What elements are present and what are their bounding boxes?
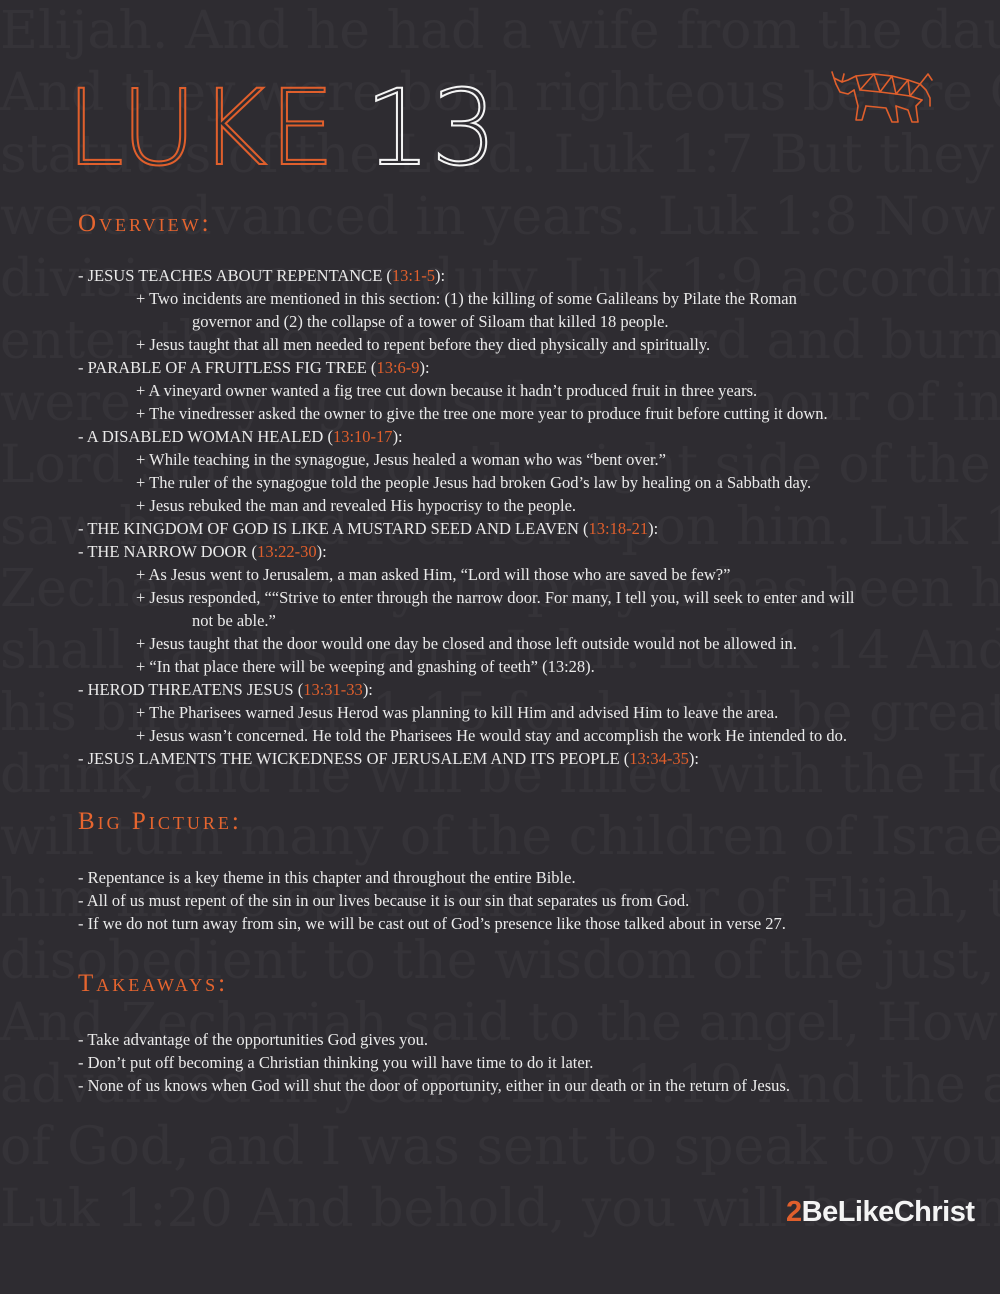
big-picture-heading: Big Picture: [78, 808, 242, 835]
verse-ref: 13:18-21 [588, 519, 649, 538]
overview-item: - A DISABLED WOMAN HEALED (13:10-17): [78, 427, 403, 446]
overview-list [78, 264, 958, 770]
verse-ref: 13:34-35 [629, 749, 689, 768]
overview-subitem: + “In that place there will be weeping and gnashing of teeth” (13:28). [136, 657, 595, 676]
verse-ref: 13:1-5 [391, 266, 435, 285]
overview-heading: Overview: [78, 210, 212, 237]
overview-subitem: + The vinedresser asked the owner to give the tree one more year to produce fruit before cutting it down. [136, 404, 828, 423]
overview-item: - THE NARROW DOOR (13:22-30): [78, 542, 327, 561]
verse-ref: 13:10-17 [332, 427, 393, 446]
big-picture-item: - All of us must repent of the sin in our lives because it is our sin that separates us from God. [78, 891, 690, 910]
overview-subitem: + Jesus responded, ““Strive to enter through the narrow door. For many, I tell you, will seek to enter and will [136, 588, 855, 607]
verse-ref: 13:6-9 [376, 358, 420, 377]
takeaways-list [78, 1028, 958, 1097]
verse-ref: 13:31-33 [303, 680, 363, 699]
overview-item: - PARABLE OF A FRUITLESS FIG TREE (13:6-9): [78, 358, 430, 377]
verse-ref: 13:22-30 [257, 542, 317, 561]
big-picture-item: - If we do not turn away from sin, we will be cast out of God’s presence like those talked about in verse 27. [78, 914, 786, 933]
takeaways-heading: Takeaways: [78, 970, 229, 997]
overview-subitem: + Two incidents are mentioned in this section: (1) the killing of some Galileans by Pilate the Roman [136, 289, 797, 308]
big-picture-list [78, 866, 958, 935]
overview-subitem: + Jesus rebuked the man and revealed His hypocrisy to the people. [136, 496, 577, 515]
brand-prefix: 2 [786, 1196, 802, 1228]
ox-line-art-icon [830, 66, 936, 128]
overview-item: - THE KINGDOM OF GOD IS LIKE A MUSTARD SEED AND LEAVEN (13:18-21): [78, 519, 659, 538]
brand-logo [786, 1196, 975, 1229]
overview-subitem: + While teaching in the synagogue, Jesus healed a woman who was “bent over.” [136, 450, 666, 469]
chapter-number: 13 [364, 67, 498, 189]
overview-subitem: + Jesus taught that the door would one day be closed and those left outside would not be allowed in. [136, 634, 797, 653]
overview-subitem: + The Pharisees warned Jesus Herod was planning to kill Him and advised Him to leave the area. [136, 703, 779, 722]
overview-subitem-cont: not be able.” [192, 611, 276, 630]
overview-item: - JESUS TEACHES ABOUT REPENTANCE (13:1-5): [78, 266, 446, 285]
overview-item: - HEROD THREATENS JESUS (13:31-33): [78, 680, 373, 699]
title-word: LUKE [66, 67, 337, 189]
overview-item: - JESUS LAMENTS THE WICKEDNESS OF JERUSALEM AND ITS PEOPLE (13:34-35): [78, 749, 699, 768]
overview-subitem: + The ruler of the synagogue told the people Jesus had broken God’s law by healing on a Sabbath day. [136, 473, 812, 492]
overview-subitem-cont: governor and (2) the collapse of a tower of Siloam that killed 18 people. [192, 312, 669, 331]
takeaway-item: - Take advantage of the opportunities God gives you. [78, 1030, 428, 1049]
takeaway-item: - Don’t put off becoming a Christian thinking you will have time to do it later. [78, 1053, 594, 1072]
overview-subitem: + As Jesus went to Jerusalem, a man asked Him, “Lord will those who are saved be few?” [136, 565, 731, 584]
brand-name: BeLikeChrist [801, 1196, 975, 1228]
takeaway-item: - None of us knows when God will shut the door of opportunity, either in our death or in the return of Jesus. [78, 1076, 790, 1095]
big-picture-item: - Repentance is a key theme in this chapter and throughout the entire Bible. [78, 868, 576, 887]
overview-subitem: + Jesus taught that all men needed to repent before they died physically and spiritually. [136, 335, 711, 354]
page-title [66, 67, 498, 189]
overview-subitem: + A vineyard owner wanted a fig tree cut down because it hadn’t produced fruit in three years. [136, 381, 758, 400]
overview-subitem: + Jesus wasn’t concerned. He told the Pharisees He would stay and accomplish the work He intended to do. [136, 726, 847, 745]
